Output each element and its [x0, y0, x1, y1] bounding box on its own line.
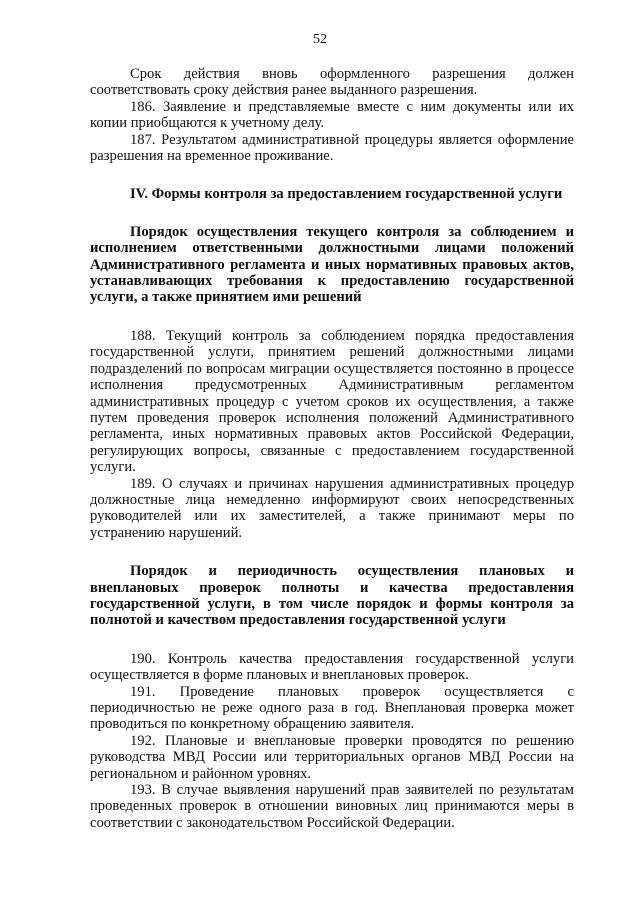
paragraph-188: 188. Текущий контроль за соблюдением порядка предоставления государственной услуги, принятием решений должностными лицами подразделений по вопросам миграции осуществляется постоянно в процессе исполнения предусмотренных Административным регламентом административных процедур с учетом сроков их осуществления, а также путем проведения проверок исполнения положений Административного регламента, иных нормативных правовых актов Российской Федерации, регулирующих вопросы, связанные с предоставлением государственной услуги.: [90, 327, 574, 476]
page-content: [90, 66, 574, 831]
paragraph-192: 192. Плановые и внеплановые проверки проводятся по решению руководства МВД России или территориальных органов МВД России на региональном и районном уровнях.: [90, 732, 574, 782]
paragraph-189: 189. О случаях и причинах нарушения административных процедур должностные лица немедленно информируют своих непосредственных руководителей или их заместителей, а также принимают меры по устранению нарушений.: [90, 475, 574, 541]
paragraph-193: 193. В случае выявления нарушений прав заявителей по результатам проведенных проверок в отношении виновных лиц принимаются меры в соответствии с законодательством Российской Федерации.: [90, 782, 574, 831]
paragraph-191: 191. Проведение плановых проверок осуществляется с периодичностью не реже одного раза в год. Внеплановая проверка может проводиться по конкретному обращению заявителя.: [90, 683, 574, 733]
page-number: 52: [313, 32, 327, 47]
paragraph-190: 190. Контроль качества предоставления государственной услуги осуществляется в форме плановых и внеплановых проверок.: [90, 650, 574, 684]
subsection-heading-inspections: Порядок и периодичность осуществления плановых и внеплановых проверок полноты и качества предоставления государственной услуги, в том числе порядок и формы контроля за полнотой и качеством предоставления государственной услуги: [90, 563, 574, 629]
section-title: IV. Формы контроля за предоставлением государственной услуги: [130, 186, 563, 203]
paragraph-187: 187. Результатом административной процедуры является оформление разрешения на временное проживание.: [90, 131, 574, 165]
paragraph-186: 186. Заявление и представляемые вместе с ним документы или их копии приобщаются к учетному делу.: [90, 98, 574, 132]
subsection-heading-current-control: Порядок осуществления текущего контроля за соблюдением и исполнением ответственными должностными лицами положений Административного регламента и иных нормативных правовых актов, устанавливающих требования к предоставлению государственной услуги, а также принятием ими решений: [90, 223, 574, 306]
paragraph-validity-term: Срок действия вновь оформленного разрешения должен соответствовать сроку действия ранее выданного разрешения.: [90, 66, 574, 99]
